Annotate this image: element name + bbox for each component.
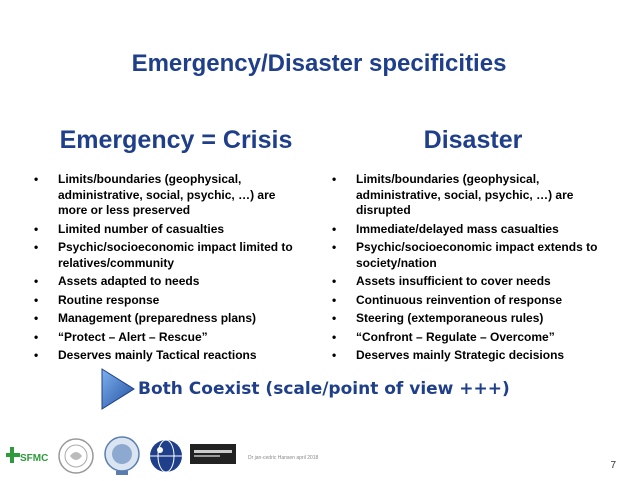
- list-item: • Limits/boundaries (geophysical, administrative, social, psychic, …) are more or less preserved: [34, 172, 276, 217]
- list-item: • Routine response: [34, 292, 160, 307]
- list-item: • Management (preparedness plans): [34, 311, 257, 325]
- list-item: • Immediate/delayed mass casualties: [332, 221, 559, 236]
- list-item: • “Protect – Alert – Rescue”: [34, 329, 208, 344]
- list-item: • Assets insufficient to cover needs: [332, 274, 551, 288]
- emergency-list: [34, 172, 304, 367]
- coexist-text: Both Coexist (scale/point of view +++): [138, 379, 510, 399]
- emblem-logo: [102, 434, 142, 476]
- page-number: 7: [610, 460, 616, 471]
- list-item: • “Confront – Regulate – Overcome”: [332, 329, 555, 344]
- globe-logo: [148, 438, 184, 474]
- list-item: • Steering (extemporaneous rules): [332, 311, 544, 325]
- svg-text:SFMC: SFMC: [20, 453, 49, 464]
- coexist-callout: [100, 367, 570, 411]
- list-item: • Deserves mainly Strategic decisions: [332, 348, 565, 362]
- emergency-heading: Emergency = Crisis: [59, 126, 293, 154]
- list-item: • Continuous reinvention of response: [332, 292, 563, 307]
- list-item: • Limits/boundaries (geophysical, administrative, social, psychic, …) are disrupted: [332, 172, 574, 217]
- disaster-list: [332, 172, 600, 367]
- list-item: • Deserves mainly Tactical reactions: [34, 348, 257, 362]
- author-credit: Dr jan-cedric Hansen april 2018: [248, 455, 319, 461]
- seal-logo: [56, 436, 96, 476]
- list-item: • Psychic/socioeconomic impact limited to relatives/community: [34, 240, 293, 270]
- footer: [0, 430, 638, 479]
- sfmc-logo: [6, 444, 50, 468]
- slide-title: Emergency/Disaster specificities: [131, 50, 507, 77]
- list-item: • Limited number of casualties: [34, 221, 225, 236]
- disaster-heading: Disaster: [423, 126, 523, 154]
- list-item: • Assets adapted to needs: [34, 274, 200, 288]
- list-item: • Psychic/socioeconomic impact extends to society/nation: [332, 240, 598, 270]
- brand-logo: [190, 444, 236, 464]
- play-arrow-icon: [100, 367, 136, 411]
